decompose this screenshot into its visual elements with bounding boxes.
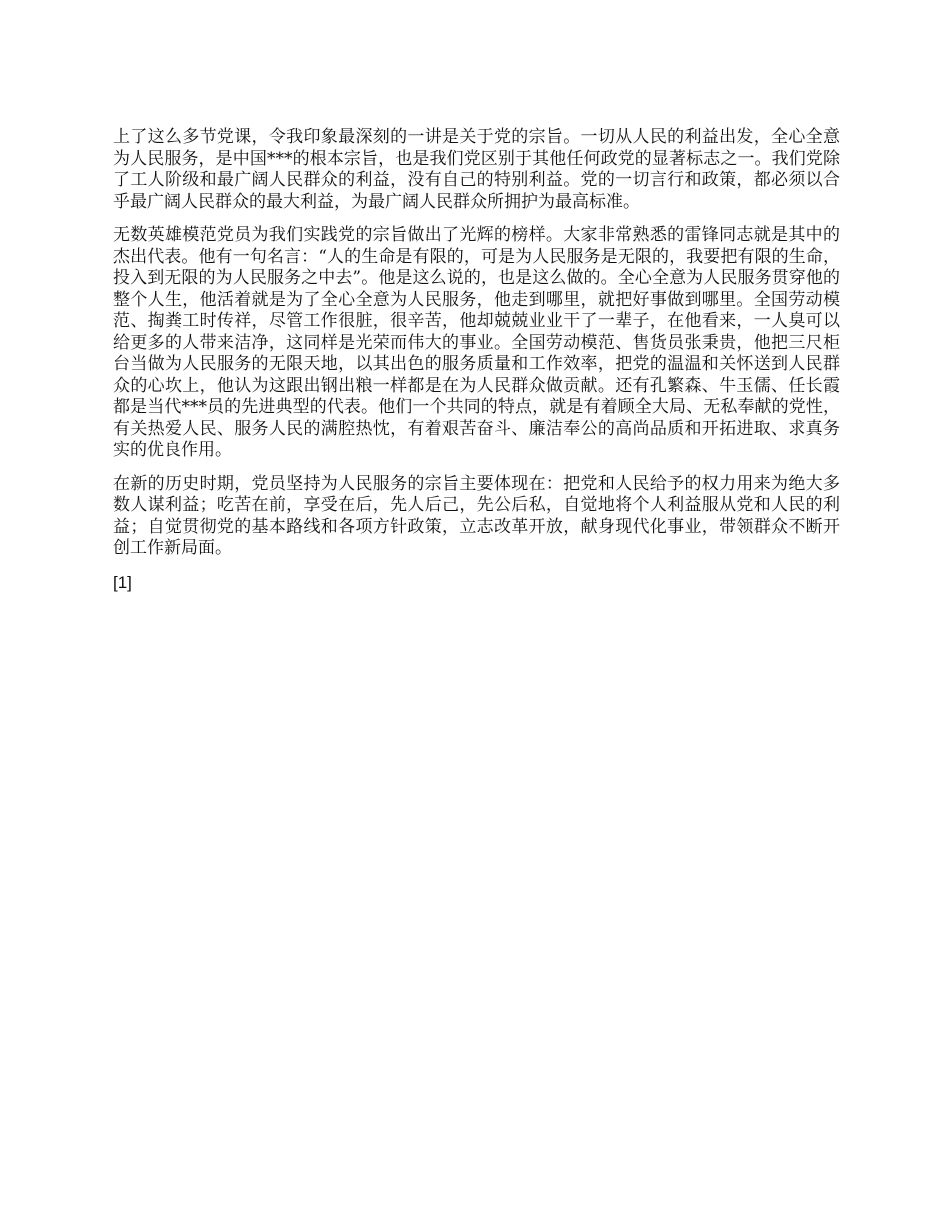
document-body — [113, 127, 840, 605]
paragraph-1: 上了这么多节党课，令我印象最深刻的一讲是关于党的宗旨。一切从人民的利益出发，全心全意为人民服务，是中国***的根本宗旨，也是我们党区别于其他任何政党的显著标志之一。我们党除了工人阶级和最广阔人民群众的利益，没有自己的特别利益。党的一切言行和政策，都必须以合乎最广阔人民群众的最大利益，为最广阔人民群众所拥护为最高标准。 — [113, 127, 840, 212]
footnote-reference: [1] — [113, 572, 132, 592]
paragraph-3: 在新的历史时期，党员坚持为人民服务的宗旨主要体现在：把党和人民给予的权力用来为绝大多数人谋利益；吃苦在前，享受在后，先人后己，先公后私，自觉地将个人利益服从党和人民的利益；自觉贯彻党的基本路线和各项方针政策，立志改革开放，献身现代化事业，带领群众不断开创工作新局面。 — [113, 473, 840, 558]
paragraph-2: 无数英雄模范党员为我们实践党的宗旨做出了光辉的榜样。大家非常熟悉的雷锋同志就是其中的杰出代表。他有一句名言：“人的生命是有限的，可是为人民服务是无限的，我要把有限的生命，投入到无限的为人民服务之中去”。他是这么说的，也是这么做的。全心全意为人民服务贯穿他的整个人生，他活着就是为了全心全意为人民服务，他走到哪里，就把好事做到哪里。全国劳动模范、掏粪工时传祥，尽管工作很脏，很辛苦，他却兢兢业业干了一辈子，在他看来，一人臭可以给更多的人带来洁净，这同样是光荣而伟大的事业。全国劳动模范、售货员张秉贵，他把三尺柜台当做为人民服务的无限天地，以其出色的服务质量和工作效率，把党的温温和关怀送到人民群众的心坎上，他认为这跟出钢出粮一样都是在为人民群众做贡献。还有孔繁森、牛玉儒、任长霞都是当代***员的先进典型的代表。他们一个共同的特点，就是有着顾全大局、无私奉献的党性，有关热爱人民、服务人民的满腔热忱，有着艰苦奋斗、廉洁奉公的高尚品质和开拓进取、求真务实的优良作用。 — [113, 225, 840, 460]
